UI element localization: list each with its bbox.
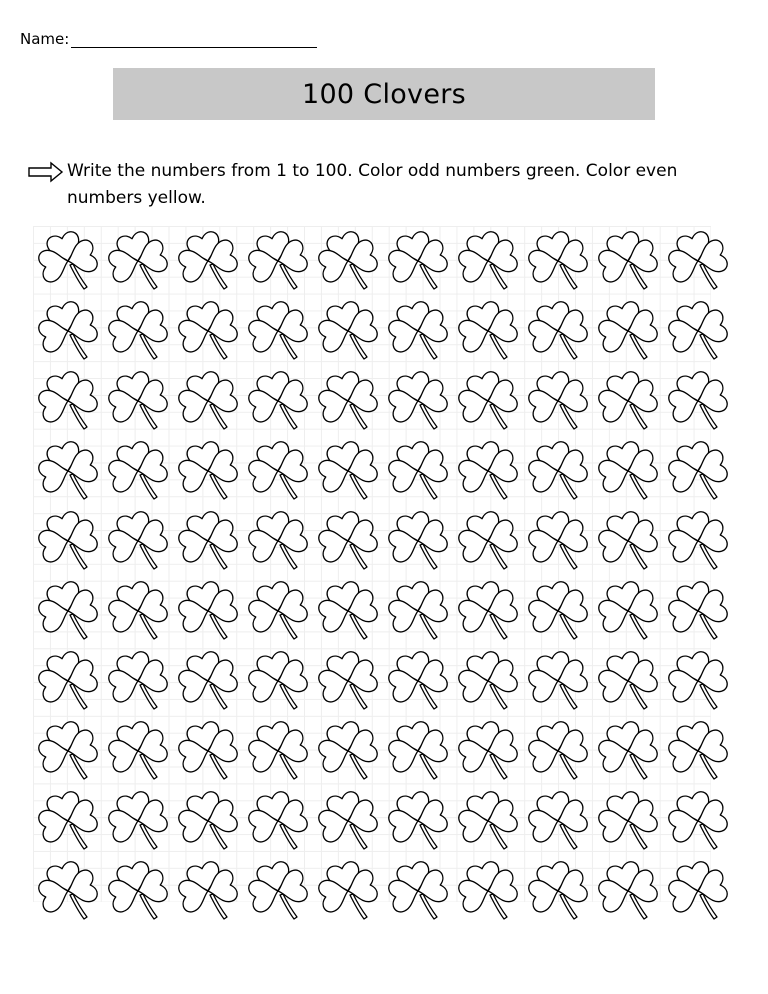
shamrock-icon[interactable] bbox=[33, 786, 103, 856]
clover-cell[interactable] bbox=[313, 716, 383, 786]
clover-cell[interactable] bbox=[453, 436, 523, 506]
shamrock-icon[interactable] bbox=[173, 366, 243, 436]
clover-cell[interactable] bbox=[103, 576, 173, 646]
shamrock-icon[interactable] bbox=[523, 646, 593, 716]
clover-cell[interactable] bbox=[103, 646, 173, 716]
clover-cell[interactable] bbox=[243, 366, 313, 436]
clover-cell[interactable] bbox=[33, 646, 103, 716]
shamrock-icon[interactable] bbox=[313, 576, 383, 646]
shamrock-icon[interactable] bbox=[383, 436, 453, 506]
shamrock-icon[interactable] bbox=[383, 646, 453, 716]
shamrock-icon[interactable] bbox=[313, 436, 383, 506]
shamrock-icon[interactable] bbox=[383, 786, 453, 856]
clover-cell[interactable] bbox=[173, 576, 243, 646]
clover-cell[interactable] bbox=[523, 436, 593, 506]
clover-cell[interactable] bbox=[593, 646, 663, 716]
shamrock-icon[interactable] bbox=[593, 226, 663, 296]
shamrock-icon[interactable] bbox=[173, 436, 243, 506]
clover-cell[interactable] bbox=[103, 506, 173, 576]
shamrock-icon[interactable] bbox=[103, 576, 173, 646]
clover-cell[interactable] bbox=[243, 646, 313, 716]
shamrock-icon[interactable] bbox=[33, 576, 103, 646]
shamrock-icon[interactable] bbox=[173, 716, 243, 786]
shamrock-icon[interactable] bbox=[313, 296, 383, 366]
clover-cell[interactable] bbox=[523, 506, 593, 576]
shamrock-icon[interactable] bbox=[523, 366, 593, 436]
shamrock-icon[interactable] bbox=[663, 436, 733, 506]
clover-cell[interactable] bbox=[313, 506, 383, 576]
shamrock-icon[interactable] bbox=[593, 576, 663, 646]
shamrock-icon[interactable] bbox=[33, 716, 103, 786]
clover-cell[interactable] bbox=[663, 856, 733, 926]
clover-cell[interactable] bbox=[523, 786, 593, 856]
clover-cell[interactable] bbox=[33, 576, 103, 646]
clover-cell[interactable] bbox=[593, 786, 663, 856]
shamrock-icon[interactable] bbox=[173, 786, 243, 856]
shamrock-icon[interactable] bbox=[523, 716, 593, 786]
clover-cell[interactable] bbox=[523, 646, 593, 716]
shamrock-icon[interactable] bbox=[173, 296, 243, 366]
clover-cell[interactable] bbox=[383, 506, 453, 576]
shamrock-icon[interactable] bbox=[383, 226, 453, 296]
clover-cell[interactable] bbox=[453, 646, 523, 716]
clover-cell[interactable] bbox=[173, 856, 243, 926]
shamrock-icon[interactable] bbox=[593, 716, 663, 786]
clover-cell[interactable] bbox=[313, 296, 383, 366]
clover-cell[interactable] bbox=[103, 296, 173, 366]
clover-cell[interactable] bbox=[453, 296, 523, 366]
name-field[interactable] bbox=[20, 30, 317, 48]
shamrock-icon[interactable] bbox=[243, 646, 313, 716]
shamrock-icon[interactable] bbox=[593, 436, 663, 506]
shamrock-icon[interactable] bbox=[593, 646, 663, 716]
clover-cell[interactable] bbox=[593, 576, 663, 646]
clover-cell[interactable] bbox=[33, 716, 103, 786]
clover-cell[interactable] bbox=[383, 366, 453, 436]
clover-cell[interactable] bbox=[313, 436, 383, 506]
clover-cell[interactable] bbox=[173, 646, 243, 716]
clover-cell[interactable] bbox=[453, 786, 523, 856]
clover-cell[interactable] bbox=[593, 366, 663, 436]
shamrock-icon[interactable] bbox=[33, 646, 103, 716]
shamrock-icon[interactable] bbox=[33, 296, 103, 366]
shamrock-icon[interactable] bbox=[453, 786, 523, 856]
clover-cell[interactable] bbox=[523, 576, 593, 646]
shamrock-icon[interactable] bbox=[523, 856, 593, 926]
clover-cell[interactable] bbox=[313, 646, 383, 716]
clover-cell[interactable] bbox=[313, 786, 383, 856]
shamrock-icon[interactable] bbox=[103, 646, 173, 716]
shamrock-icon[interactable] bbox=[33, 436, 103, 506]
clover-cell[interactable] bbox=[663, 366, 733, 436]
clover-cell[interactable] bbox=[103, 856, 173, 926]
shamrock-icon[interactable] bbox=[173, 506, 243, 576]
shamrock-icon[interactable] bbox=[383, 716, 453, 786]
clover-cell[interactable] bbox=[453, 226, 523, 296]
clover-cell[interactable] bbox=[33, 506, 103, 576]
clover-cell[interactable] bbox=[173, 506, 243, 576]
clover-cell[interactable] bbox=[103, 716, 173, 786]
shamrock-icon[interactable] bbox=[243, 506, 313, 576]
shamrock-icon[interactable] bbox=[523, 576, 593, 646]
clover-cell[interactable] bbox=[33, 366, 103, 436]
clover-cell[interactable] bbox=[33, 856, 103, 926]
instructions-text: Write the numbers from 1 to 100. Color odd numbers green. Color even numbers yellow. bbox=[67, 161, 678, 208]
shamrock-icon[interactable] bbox=[243, 296, 313, 366]
clover-cell[interactable] bbox=[243, 576, 313, 646]
title-banner bbox=[113, 68, 655, 120]
shamrock-icon[interactable] bbox=[33, 366, 103, 436]
clover-cell[interactable] bbox=[173, 716, 243, 786]
clover-cell[interactable] bbox=[313, 366, 383, 436]
shamrock-icon[interactable] bbox=[243, 436, 313, 506]
clover-cell[interactable] bbox=[663, 576, 733, 646]
shamrock-icon[interactable] bbox=[103, 716, 173, 786]
shamrock-icon[interactable] bbox=[453, 436, 523, 506]
page-title: 100 Clovers bbox=[301, 78, 467, 110]
clover-cell[interactable] bbox=[523, 856, 593, 926]
shamrock-icon[interactable] bbox=[663, 716, 733, 786]
shamrock-icon[interactable] bbox=[103, 506, 173, 576]
clover-grid bbox=[33, 226, 711, 902]
shamrock-icon[interactable] bbox=[243, 856, 313, 926]
clover-cell[interactable] bbox=[103, 366, 173, 436]
clover-cell[interactable] bbox=[33, 786, 103, 856]
shamrock-icon[interactable] bbox=[663, 856, 733, 926]
clover-cell[interactable] bbox=[663, 436, 733, 506]
clover-cell[interactable] bbox=[523, 296, 593, 366]
clover-cell[interactable] bbox=[593, 716, 663, 786]
shamrock-icon[interactable] bbox=[663, 576, 733, 646]
shamrock-icon[interactable] bbox=[243, 716, 313, 786]
shamrock-icon[interactable] bbox=[103, 856, 173, 926]
clover-cell[interactable] bbox=[593, 296, 663, 366]
shamrock-icon[interactable] bbox=[173, 856, 243, 926]
shamrock-icon[interactable] bbox=[103, 436, 173, 506]
shamrock-icon[interactable] bbox=[663, 366, 733, 436]
shamrock-icon[interactable] bbox=[593, 506, 663, 576]
shamrock-icon[interactable] bbox=[33, 506, 103, 576]
clover-cell[interactable] bbox=[243, 226, 313, 296]
clover-cell[interactable] bbox=[33, 296, 103, 366]
shamrock-icon[interactable] bbox=[593, 366, 663, 436]
shamrock-icon[interactable] bbox=[523, 436, 593, 506]
shamrock-icon[interactable] bbox=[313, 786, 383, 856]
clover-cell[interactable] bbox=[453, 716, 523, 786]
shamrock-icon[interactable] bbox=[313, 856, 383, 926]
shamrock-icon[interactable] bbox=[453, 296, 523, 366]
shamrock-icon[interactable] bbox=[593, 856, 663, 926]
instructions bbox=[28, 158, 728, 212]
shamrock-icon[interactable] bbox=[523, 506, 593, 576]
clover-cell[interactable] bbox=[593, 226, 663, 296]
shamrock-icon[interactable] bbox=[103, 296, 173, 366]
clover-cell[interactable] bbox=[173, 786, 243, 856]
shamrock-icon[interactable] bbox=[243, 786, 313, 856]
shamrock-icon[interactable] bbox=[453, 506, 523, 576]
clover-cell[interactable] bbox=[33, 226, 103, 296]
shamrock-icon[interactable] bbox=[663, 506, 733, 576]
clover-cell[interactable] bbox=[523, 226, 593, 296]
clover-cell[interactable] bbox=[663, 226, 733, 296]
clover-cell[interactable] bbox=[243, 506, 313, 576]
shamrock-icon[interactable] bbox=[33, 226, 103, 296]
clover-cell[interactable] bbox=[453, 856, 523, 926]
clover-cell[interactable] bbox=[313, 576, 383, 646]
shamrock-icon[interactable] bbox=[313, 366, 383, 436]
shamrock-icon[interactable] bbox=[173, 646, 243, 716]
clover-cell[interactable] bbox=[383, 856, 453, 926]
clover-cell[interactable] bbox=[383, 436, 453, 506]
clover-cell[interactable] bbox=[453, 576, 523, 646]
clover-cell[interactable] bbox=[523, 366, 593, 436]
shamrock-icon[interactable] bbox=[453, 646, 523, 716]
shamrock-icon[interactable] bbox=[243, 366, 313, 436]
shamrock-icon[interactable] bbox=[103, 786, 173, 856]
shamrock-icon[interactable] bbox=[313, 716, 383, 786]
shamrock-icon[interactable] bbox=[103, 226, 173, 296]
clover-cell[interactable] bbox=[663, 646, 733, 716]
clover-cell[interactable] bbox=[663, 716, 733, 786]
shamrock-icon[interactable] bbox=[453, 856, 523, 926]
clover-cell[interactable] bbox=[243, 296, 313, 366]
clover-cell[interactable] bbox=[383, 296, 453, 366]
clover-cell[interactable] bbox=[173, 436, 243, 506]
shamrock-icon[interactable] bbox=[453, 366, 523, 436]
shamrock-icon[interactable] bbox=[313, 646, 383, 716]
shamrock-icon[interactable] bbox=[173, 226, 243, 296]
shamrock-icon[interactable] bbox=[453, 716, 523, 786]
shamrock-icon[interactable] bbox=[173, 576, 243, 646]
clover-cell[interactable] bbox=[383, 786, 453, 856]
clover-cell[interactable] bbox=[383, 716, 453, 786]
clover-cell[interactable] bbox=[383, 646, 453, 716]
clover-cell[interactable] bbox=[593, 506, 663, 576]
shamrock-icon[interactable] bbox=[103, 366, 173, 436]
clover-cell[interactable] bbox=[453, 366, 523, 436]
shamrock-icon[interactable] bbox=[33, 856, 103, 926]
clover-cell[interactable] bbox=[243, 436, 313, 506]
shamrock-icon[interactable] bbox=[243, 226, 313, 296]
clover-cell[interactable] bbox=[33, 436, 103, 506]
shamrock-icon[interactable] bbox=[663, 226, 733, 296]
shamrock-icon[interactable] bbox=[593, 296, 663, 366]
name-blank-line[interactable] bbox=[71, 31, 317, 48]
right-arrow-icon bbox=[28, 161, 64, 183]
clover-cell[interactable] bbox=[103, 226, 173, 296]
shamrock-icon[interactable] bbox=[523, 786, 593, 856]
clover-cell[interactable] bbox=[173, 226, 243, 296]
shamrock-icon[interactable] bbox=[663, 786, 733, 856]
shamrock-icon[interactable] bbox=[243, 576, 313, 646]
clover-cell[interactable] bbox=[173, 296, 243, 366]
clover-cell[interactable] bbox=[103, 436, 173, 506]
shamrock-icon[interactable] bbox=[663, 296, 733, 366]
clover-cell[interactable] bbox=[593, 436, 663, 506]
shamrock-icon[interactable] bbox=[523, 226, 593, 296]
shamrock-icon[interactable] bbox=[313, 506, 383, 576]
shamrock-icon[interactable] bbox=[453, 576, 523, 646]
shamrock-icon[interactable] bbox=[383, 296, 453, 366]
clover-cell[interactable] bbox=[313, 226, 383, 296]
shamrock-icon[interactable] bbox=[383, 856, 453, 926]
shamrock-icon[interactable] bbox=[453, 226, 523, 296]
name-label: Name: bbox=[20, 30, 70, 48]
clover-cell[interactable] bbox=[663, 506, 733, 576]
clover-cell[interactable] bbox=[663, 786, 733, 856]
clover-cell[interactable] bbox=[453, 506, 523, 576]
clover-cell[interactable] bbox=[523, 716, 593, 786]
clover-cell[interactable] bbox=[103, 786, 173, 856]
shamrock-icon[interactable] bbox=[383, 506, 453, 576]
clover-cell[interactable] bbox=[383, 226, 453, 296]
shamrock-icon[interactable] bbox=[383, 576, 453, 646]
shamrock-icon[interactable] bbox=[663, 646, 733, 716]
clover-cell[interactable] bbox=[243, 786, 313, 856]
shamrock-icon[interactable] bbox=[313, 226, 383, 296]
clover-cell[interactable] bbox=[243, 716, 313, 786]
shamrock-icon[interactable] bbox=[383, 366, 453, 436]
clover-cell[interactable] bbox=[663, 296, 733, 366]
clover-cell[interactable] bbox=[243, 856, 313, 926]
clover-cell[interactable] bbox=[313, 856, 383, 926]
clover-cell[interactable] bbox=[383, 576, 453, 646]
shamrock-icon[interactable] bbox=[593, 786, 663, 856]
shamrock-icon[interactable] bbox=[523, 296, 593, 366]
clover-cell[interactable] bbox=[173, 366, 243, 436]
clover-cell[interactable] bbox=[593, 856, 663, 926]
